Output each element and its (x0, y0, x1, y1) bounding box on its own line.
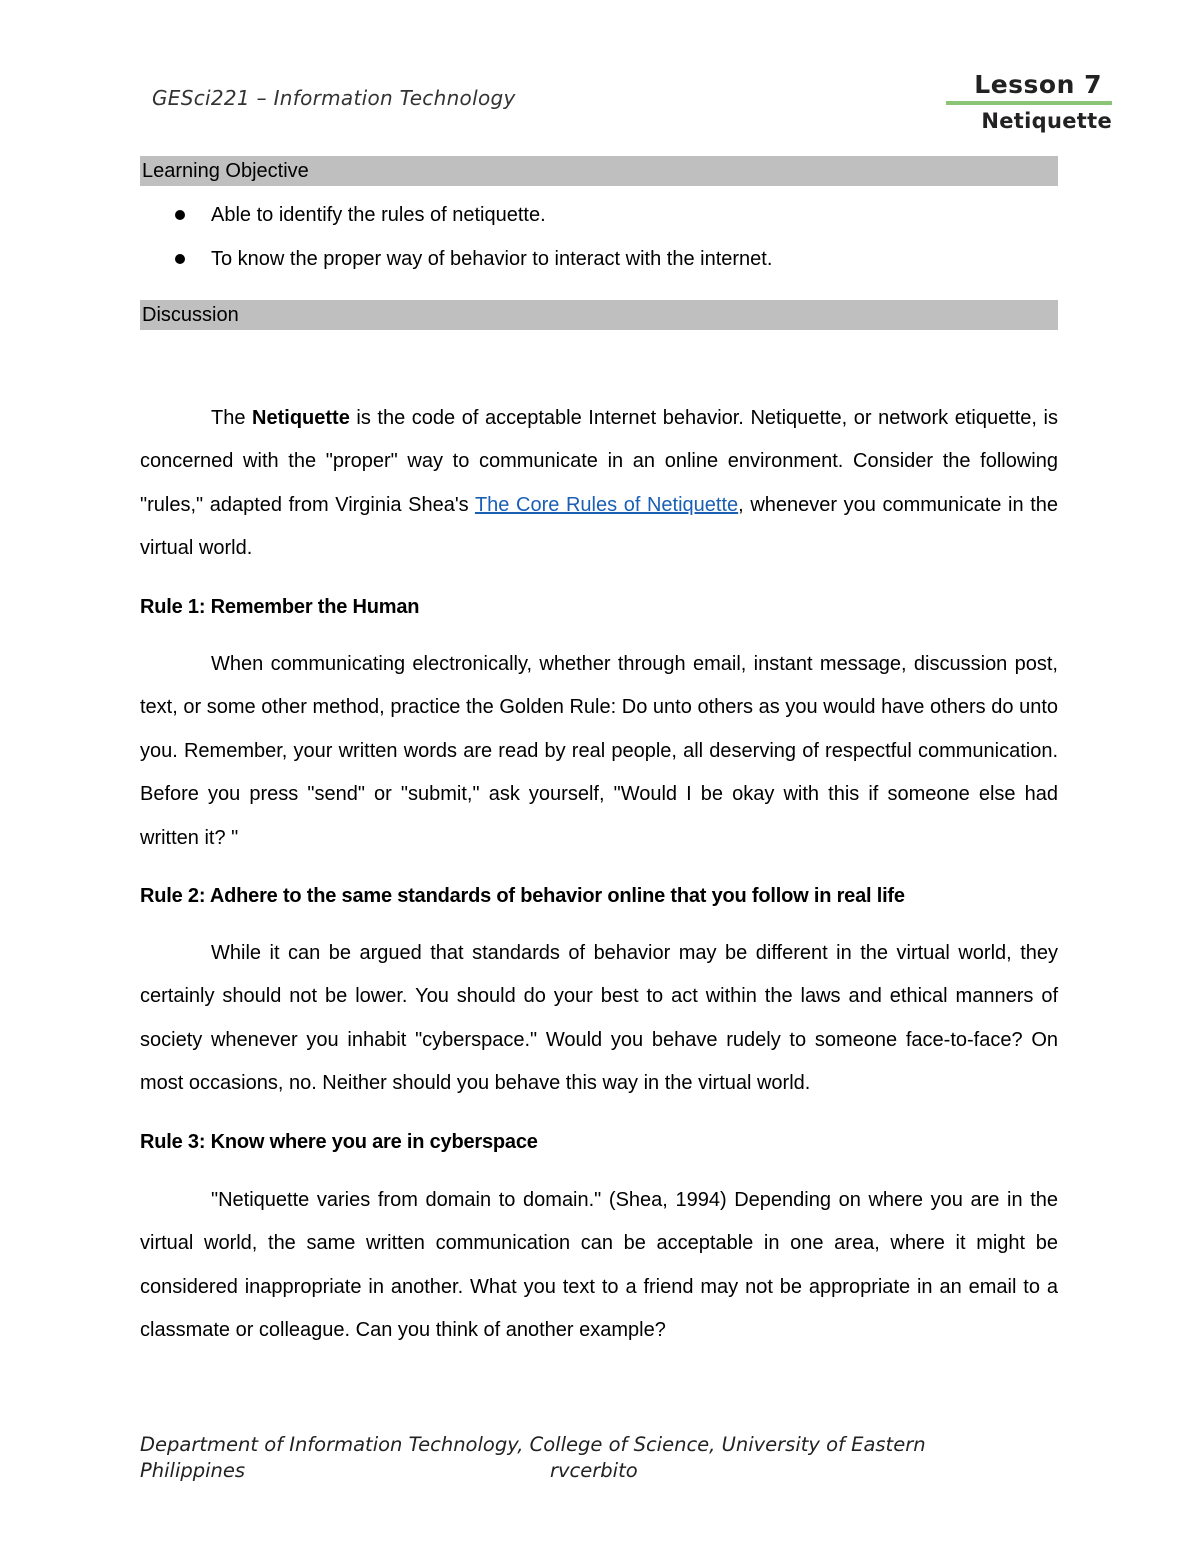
rule-2-text: While it can be argued that standards of behavior may be different in the virtual world, they certainly should not be lower. You should do your best to act within the laws and ethical manners of society whenever you inhabit "cyberspace." Would you behave rudely to someone face-to-face? On most occasions, no. Neither should you behave this way in the virtual world. (140, 942, 1058, 1095)
discussion-heading: Discussion (140, 300, 1058, 330)
rule-3-text: "Netiquette varies from domain to domain." (Shea, 1994) Depending on where you are in the virtual world, the same written communication can be acceptable in one area, where it might be considered inappropriate in another. What you text to a friend may not be appropriate in an email to a classmate or colleague. Can you think of another example? (140, 1189, 1058, 1342)
core-rules-link[interactable]: The Core Rules of Netiquette (474, 493, 739, 516)
rule-1-paragraph (140, 643, 1058, 860)
rule-1-text: When communicating electronically, whether through email, instant message, discussion post, text, or some other method, practice the Golden Rule: Do unto others as you would have others do unto you. Remember, your written words are read by real people, all deserving of respectful communication. Before you press "send" or "submit," ask yourself, "Would I be okay with this if someone else had written it? " (140, 653, 1058, 849)
intro-text-middle: is the code of acceptable Internet behavior. Netiquette, or network etiquette, is concerned with the "proper" way to communicate in an online environment. Consider the following "rules," adapted from Virginia Shea's (140, 407, 1058, 516)
bullet-icon (175, 210, 185, 220)
objective-text: To know the proper way of behavior to interact with the internet. (211, 248, 773, 270)
intro-paragraph (140, 397, 1058, 571)
rule-1-heading: Rule 1: Remember the Human (140, 596, 420, 618)
intro-text-start: The (211, 407, 253, 429)
rule-3-heading: Rule 3: Know where you are in cyberspace (140, 1131, 538, 1153)
objective-item (140, 244, 1058, 288)
lesson-badge (946, 70, 1112, 134)
lesson-divider (946, 101, 1112, 105)
objective-list (140, 200, 1058, 288)
bullet-icon (175, 254, 185, 264)
footer-author: rvcerbito (550, 1459, 638, 1482)
intro-text-end: , whenever you communicate in the virtual world. (140, 493, 1059, 560)
lesson-topic: Netiquette (981, 109, 1112, 133)
course-header: GESci221 – Information Technology (152, 86, 516, 110)
netiquette-term: Netiquette (252, 407, 350, 429)
footer-department: Department of Information Technology, College of Science, University of Eastern (140, 1433, 926, 1456)
footer-line-2 (140, 1458, 1040, 1484)
page-footer (140, 1432, 1040, 1484)
footer-department-cont: Philippines (140, 1459, 246, 1482)
objective-text: Able to identify the rules of netiquette. (211, 204, 546, 226)
rule-3-paragraph (140, 1179, 1058, 1353)
rule-2-heading: Rule 2: Adhere to the same standards of behavior online that you follow in real life (140, 885, 905, 907)
rule-2-paragraph (140, 932, 1058, 1106)
objective-item (140, 200, 1058, 244)
learning-objective-heading: Learning Objective (140, 156, 1058, 186)
lesson-number: Lesson 7 (974, 70, 1102, 99)
